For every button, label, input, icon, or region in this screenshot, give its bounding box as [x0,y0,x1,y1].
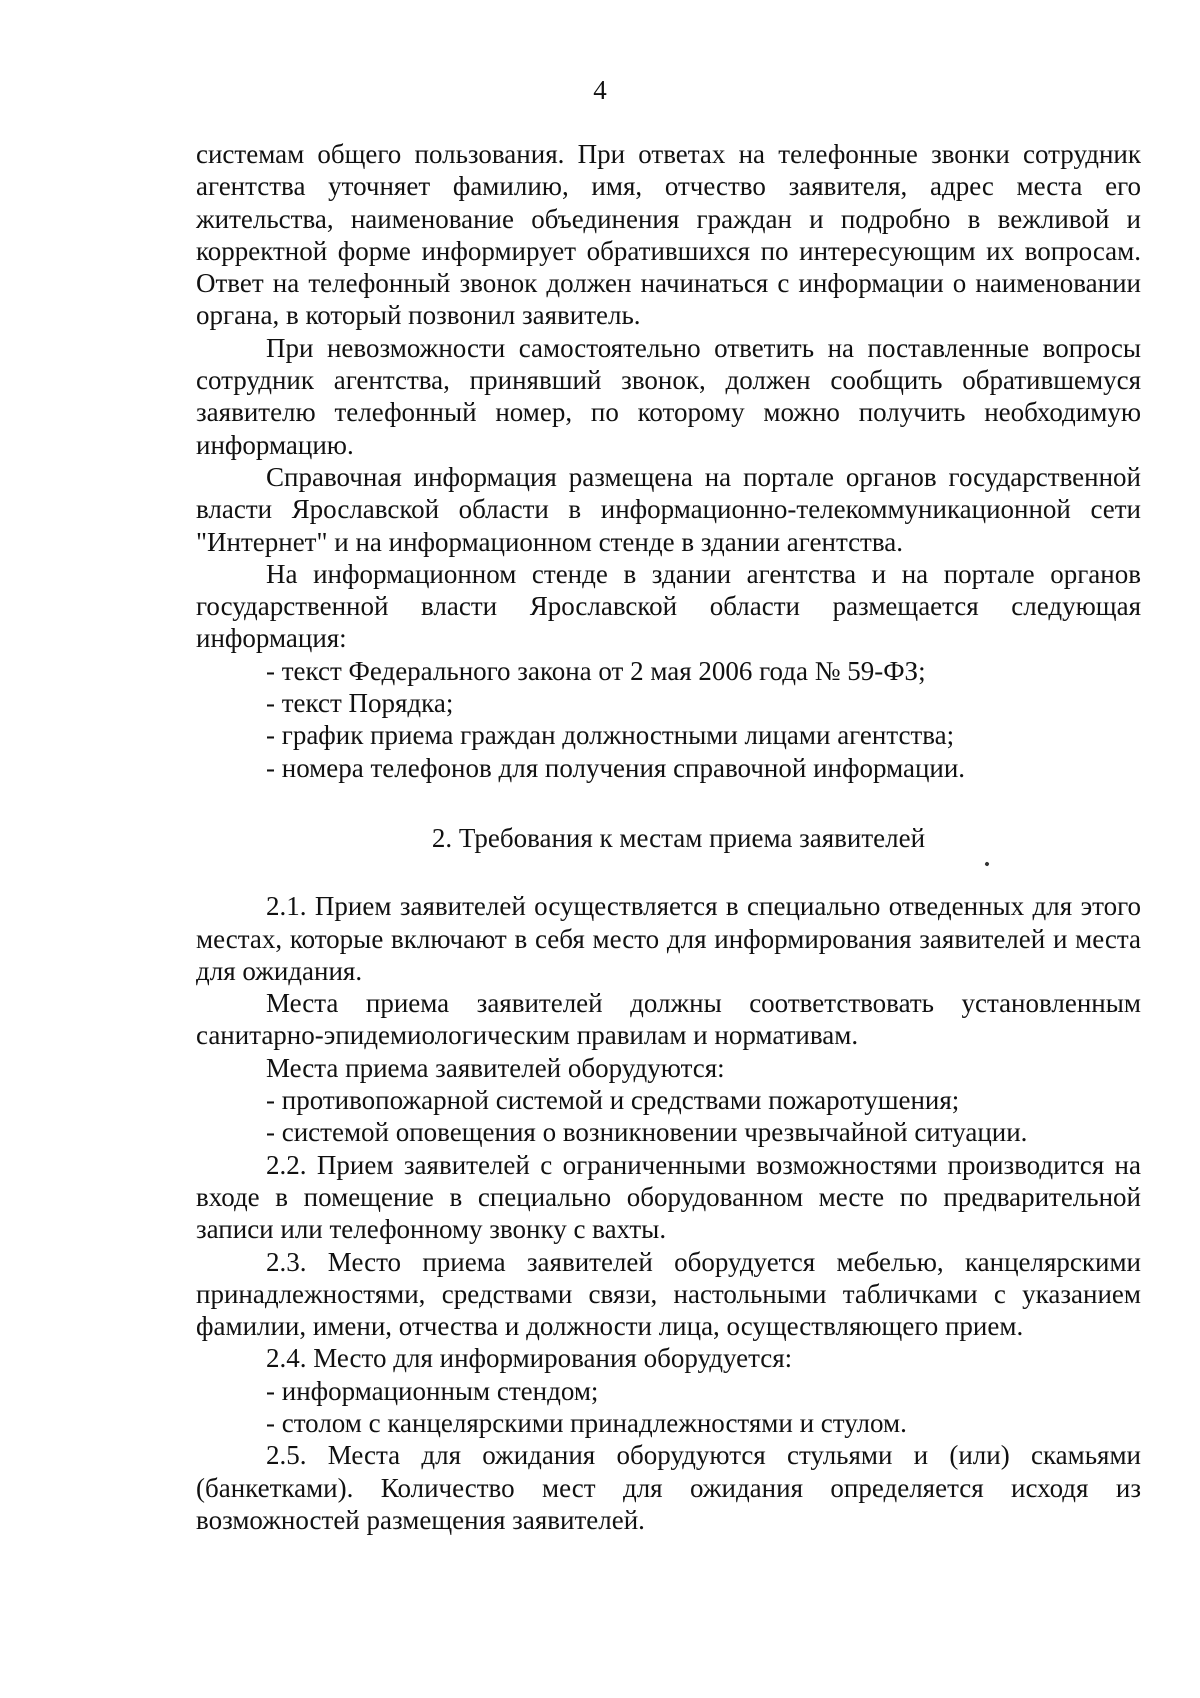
list-item-federal-law: - текст Федерального закона от 2 мая 2006 года № 59-ФЗ; [266,655,926,686]
paragraph-2-4: 2.4. Место для информирования оборудуется: [266,1343,793,1374]
list-item-info-stand: - информационным стендом; [266,1375,599,1406]
paragraph-2-5: 2.5. Места для ожидания оборудуются стульями и (или) скамьями (банкетками). Количество мест для ожидания определяется исходя из возможностей размещения заявителей. [196,1440,1141,1535]
paragraph-unable-to-answer: При невозможности самостоятельно ответить на поставленные вопросы сотрудник агентства, принявший звонок, должен сообщить обратившемуся заявителю телефонный номер, по которому можно получить необходимую информацию. [196,332,1141,460]
paragraph-2-3: 2.3. Место приема заявителей оборудуется мебелью, канцелярскими принадлежностями, средствами связи, настольными табличками с указанием фамилии, имени, отчества и должности лица, осуществляющего прием. [196,1246,1141,1342]
paragraph-2-1: 2.1. Прием заявителей осуществляется в специально отведенных для этого местах, которые включают в себя место для информирования заявителей и места для ожидания. [196,891,1141,986]
list-item-emergency-alert: - системой оповещения о возникновении чрезвычайной ситуации. [266,1117,1028,1148]
list-item-reception-schedule: - график приема граждан должностными лицами агентства; [266,720,955,751]
paragraph-phone-answers: системам общего пользования. При ответах на телефонные звонки сотрудник агентства уточняет фамилию, имя, отчество заявителя, адрес места его жительства, наименование объединения граждан и подробно в вежливой и корректной форме информирует обратившихся по интересующим их вопросам. Ответ на телефонный звонок должен начинаться с информации о наименовании органа, в который позвонил заявитель. [196,139,1141,331]
paragraph-info-stand: На информационном стенде в здании агентства и на портале органов государственной власти Ярославской области размещается следующая информация: [196,558,1141,654]
list-item-phone-numbers: - номера телефонов для получения справочной информации. [266,752,966,783]
list-item-desk-chair: - столом с канцелярскими принадлежностями и стулом. [266,1407,907,1438]
page-number: 4 [593,75,607,105]
list-item-procedure-text: - текст Порядка; [266,688,454,719]
list-item-fire-system: - противопожарной системой и средствами пожаротушения; [266,1085,960,1116]
paragraph-sanitary-rules: Места приема заявителей должны соответствовать установленным санитарно-эпидемиологическим правилам и нормативам. [196,988,1141,1051]
document-body [196,138,1141,1536]
section-heading: 2. Требования к местам приема заявителей [431,822,926,853]
paragraph-reference-info: Справочная информация размещена на портале органов государственной власти Ярославской области в информационно-телекоммуникационной сети "Интернет" и на информационном стенде в здании агентства. [196,461,1141,557]
paragraph-places-equipped: Места приема заявителей оборудуются: [266,1052,725,1083]
paragraph-2-2: 2.2. Прием заявителей с ограниченными возможностями производится на входе в помещение в специально оборудованном месте по предварительной записи или телефонному звонку с вахты. [196,1149,1141,1245]
